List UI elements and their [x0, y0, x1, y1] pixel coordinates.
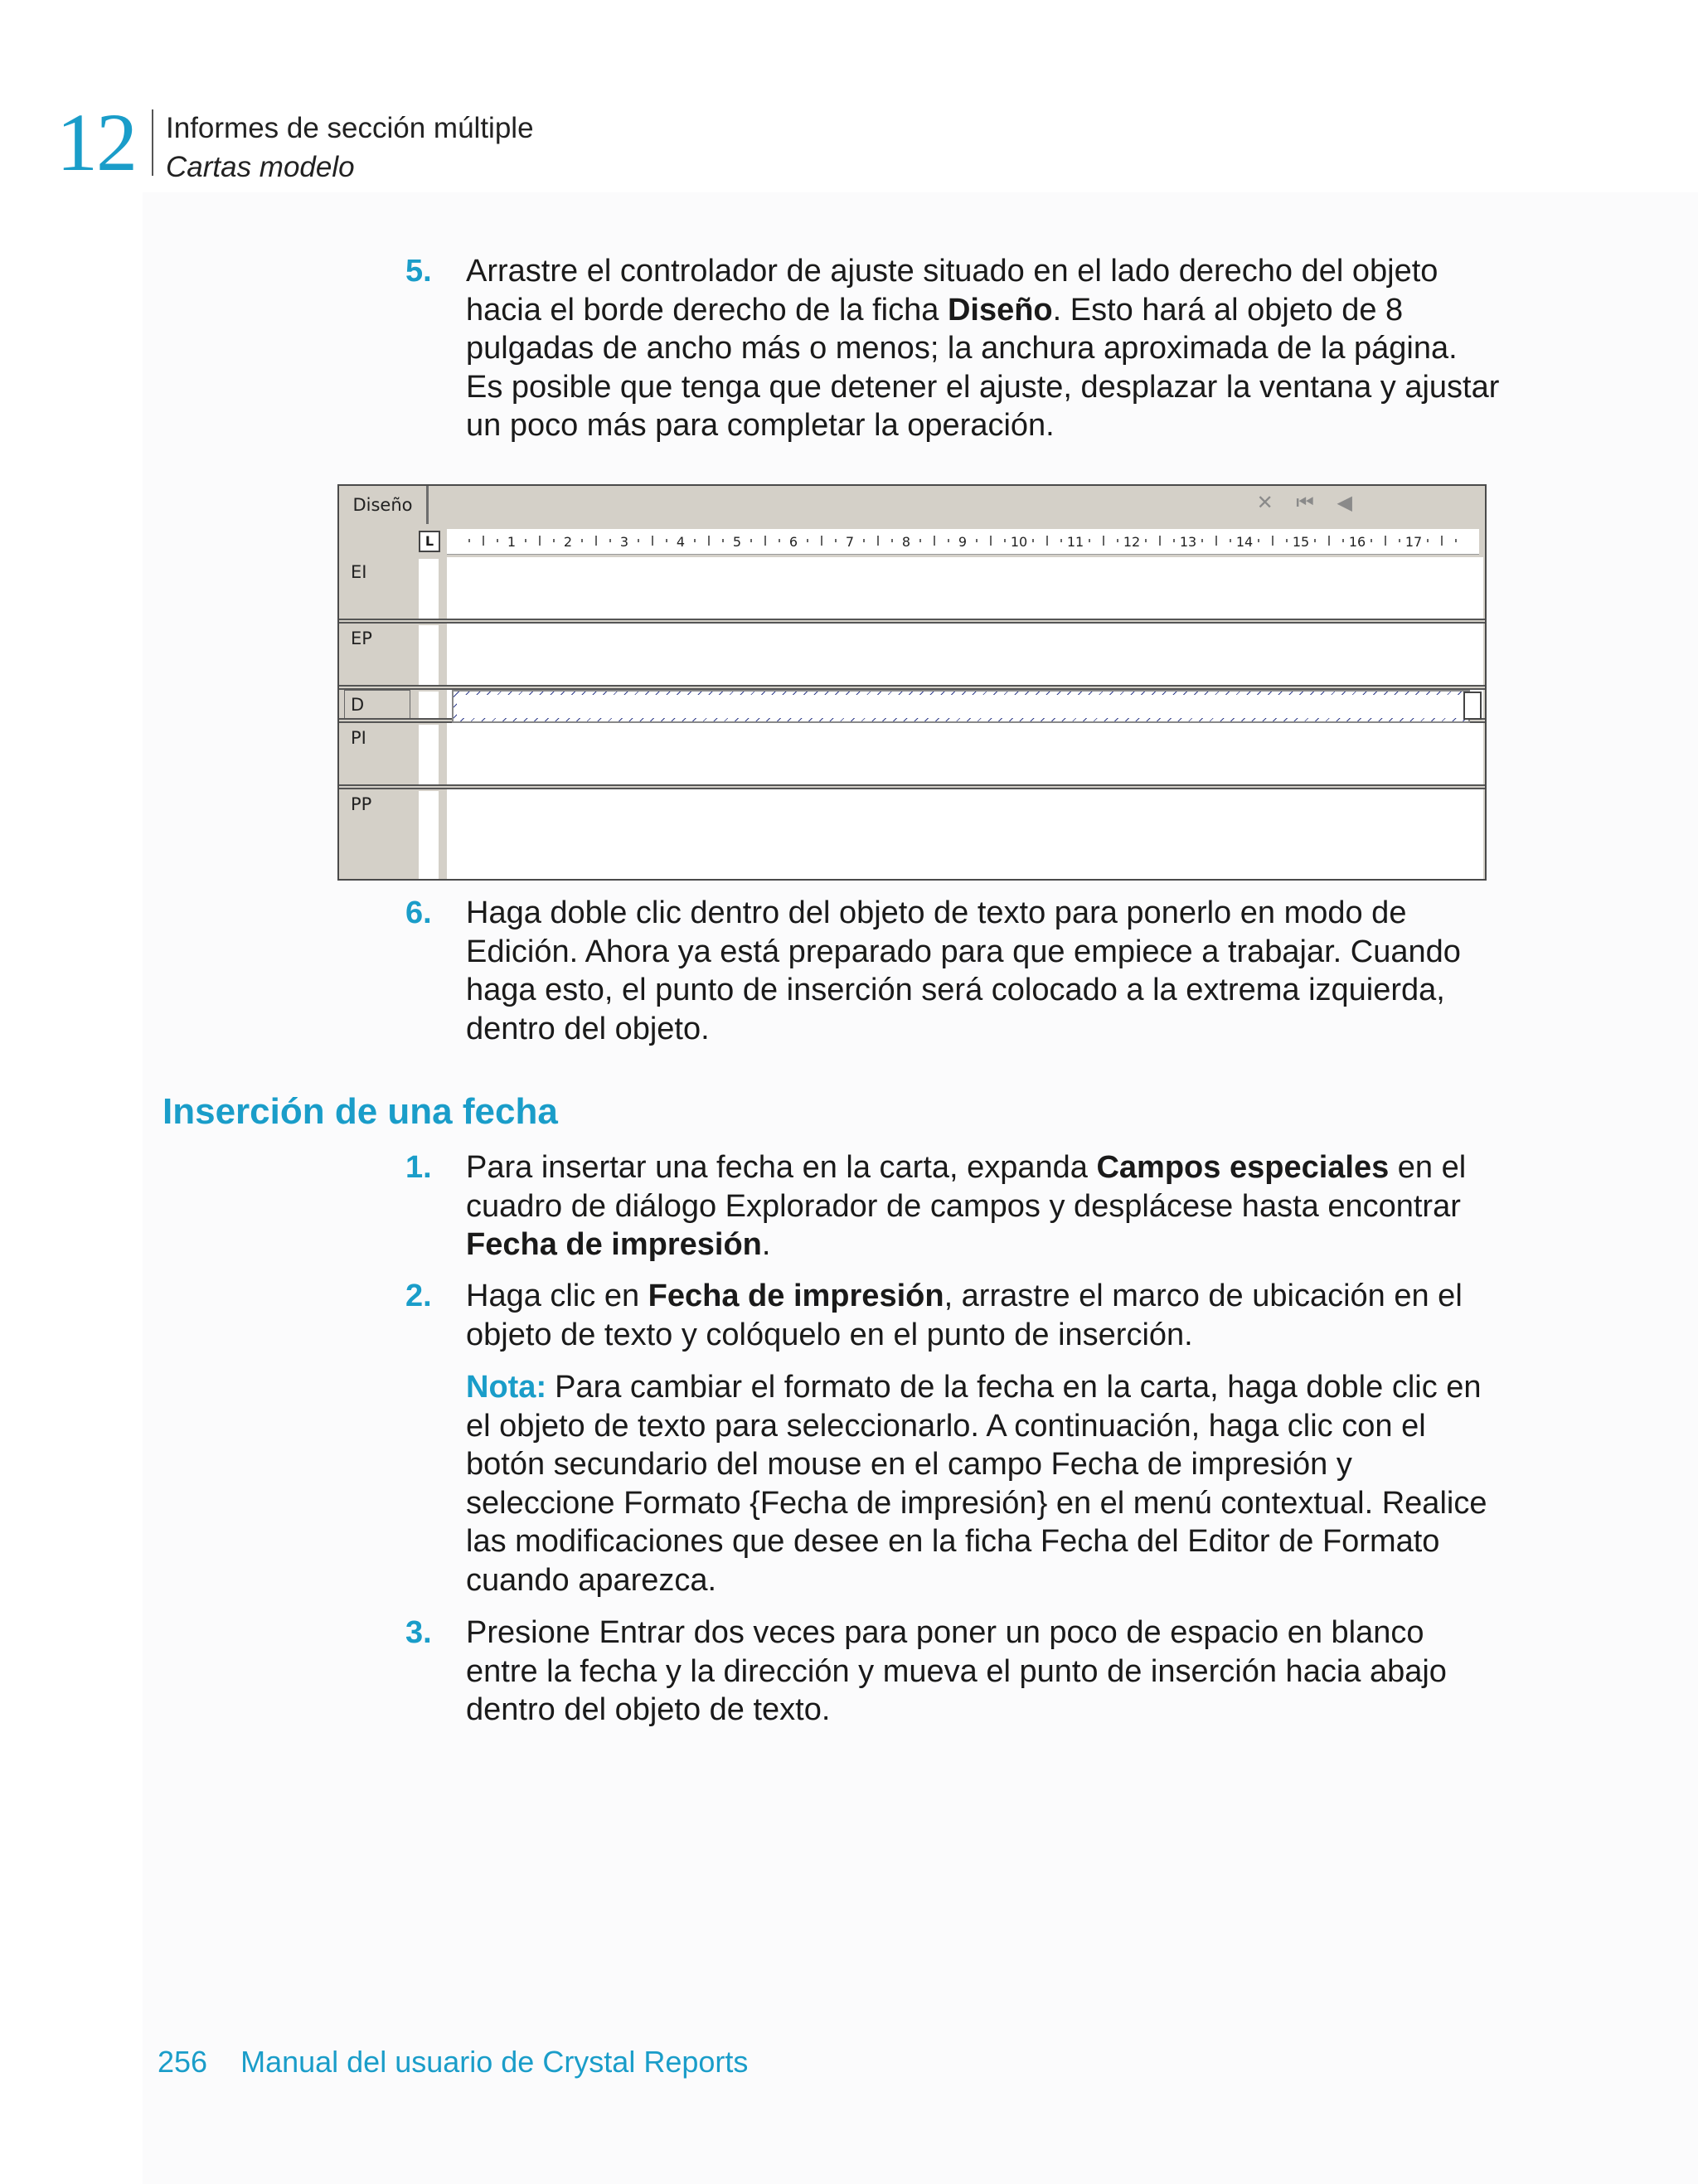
ruler-number: 7 [845, 534, 855, 550]
ruler-number: 5 [732, 534, 742, 550]
step-text: Presione Entrar dos veces para poner un poco de espacio en blanco entre la fecha y la dirección y mueva el punto de inserción hacia abajo dentro del objeto de texto. [466, 1615, 1447, 1727]
step-text: Haga clic en Fecha de impresión, arrastre el marco de ubicación en el objeto de texto y colóquelo en el punto de inserción. [466, 1279, 1463, 1352]
section-heading: Inserción de una fecha [163, 1091, 558, 1132]
ruler-number: 2 [563, 534, 573, 550]
section-divider[interactable] [339, 784, 1485, 789]
vertical-ruler [419, 692, 439, 718]
note [466, 1368, 1502, 1599]
navigation-icons[interactable]: ✕ ⏮ ◀ [1256, 491, 1361, 514]
ruler-number: 9 [958, 534, 968, 550]
step-2 [405, 1277, 1500, 1354]
step-text: Para insertar una fecha en la carta, expanda Campos especiales en el cuadro de diálogo Explorador de campos y desplácese hasta encontrar Fecha de impresión. [466, 1150, 1467, 1262]
band-ei[interactable] [447, 557, 1483, 619]
ruler-number: 15 [1292, 534, 1310, 550]
step-number: 1. [405, 1150, 432, 1185]
running-title: Informes de sección múltiple [166, 112, 534, 144]
step-text: Haga doble clic dentro del objeto de texto para ponerlo en modo de Edición. Ahora ya está preparado para que empiece a trabajar. Cuando haga esto, el punto de inserción será colocado a la extrema izquierda, dentro del objeto. [466, 895, 1461, 1046]
band-pi[interactable] [447, 723, 1483, 784]
section-label-d[interactable]: D [351, 695, 365, 715]
section-label-pp[interactable]: PP [351, 794, 372, 814]
step-number: 5. [405, 254, 432, 289]
ruler-number: 16 [1348, 534, 1366, 550]
ruler-number: 11 [1066, 534, 1084, 550]
ruler-number: 12 [1123, 534, 1141, 550]
step-6 [405, 894, 1500, 1048]
running-subtitle: Cartas modelo [166, 151, 355, 183]
step-1 [405, 1148, 1500, 1264]
text-object[interactable] [452, 690, 1470, 723]
chapter-number: 12 [56, 96, 136, 188]
step-text: Arrastre el controlador de ajuste situado en el lado derecho del objeto hacia el borde derecho de la ficha Diseño. Esto hará al objeto de 8 pulgadas de ancho más o menos; la anchura aproximada de la página. Es posible que tenga que detener el ajuste, desplazar la ventana y ajustar un poco más para completar la operación. [466, 254, 1500, 443]
step-3 [405, 1614, 1500, 1730]
chapter-divider [152, 109, 153, 176]
note-text: Para cambiar el formato de la fecha en la carta, haga doble clic en el objeto de texto para seleccionarlo. A continuación, haga clic con el botón secundario del mouse en el campo Fecha de impresión y seleccione Formato {Fecha de impresión} en el menú contextual. Realice las modificaciones que desee en la ficha Fecha del Editor de Formato cuando aparezca. [466, 1370, 1487, 1598]
vertical-ruler [419, 725, 439, 784]
ruler-number: 1 [507, 534, 517, 550]
step-5 [405, 252, 1500, 445]
ruler-number: 17 [1404, 534, 1423, 550]
step-number: 6. [405, 895, 432, 930]
vertical-ruler [419, 559, 439, 619]
band-ep[interactable] [447, 624, 1483, 685]
section-label-ei[interactable]: EI [351, 562, 367, 582]
ruler-number: 4 [676, 534, 686, 550]
band-pp[interactable] [447, 789, 1483, 879]
vertical-ruler [419, 625, 439, 685]
book-title: Manual del usuario de Crystal Reports [240, 2045, 749, 2079]
step-number: 2. [405, 1279, 432, 1313]
horizontal-ruler [447, 529, 1479, 555]
ruler-graphic [447, 529, 1479, 554]
resize-handle[interactable] [1463, 692, 1482, 720]
text-object-body[interactable] [457, 695, 1465, 718]
section-label-pi[interactable]: PI [351, 728, 366, 748]
ruler-number: 6 [788, 534, 798, 550]
section-label-ep[interactable]: EP [351, 629, 372, 648]
vertical-ruler [419, 791, 439, 879]
tab-diseno[interactable]: Diseño [339, 486, 429, 524]
tab-strip [339, 486, 1485, 524]
ruler-number: 8 [901, 534, 911, 550]
page-number: 256 [158, 2045, 208, 2079]
ruler-number: 3 [619, 534, 629, 550]
ruler-number: 14 [1235, 534, 1254, 550]
ruler-number: 13 [1179, 534, 1197, 550]
tab-stop-selector[interactable]: L [419, 531, 440, 552]
page-footer [158, 2045, 748, 2080]
section-divider[interactable] [339, 619, 1485, 624]
step-number: 3. [405, 1615, 432, 1650]
design-tab-screenshot [337, 484, 1487, 881]
note-label: Nota: [466, 1370, 547, 1405]
ruler-number: 10 [1010, 534, 1028, 550]
